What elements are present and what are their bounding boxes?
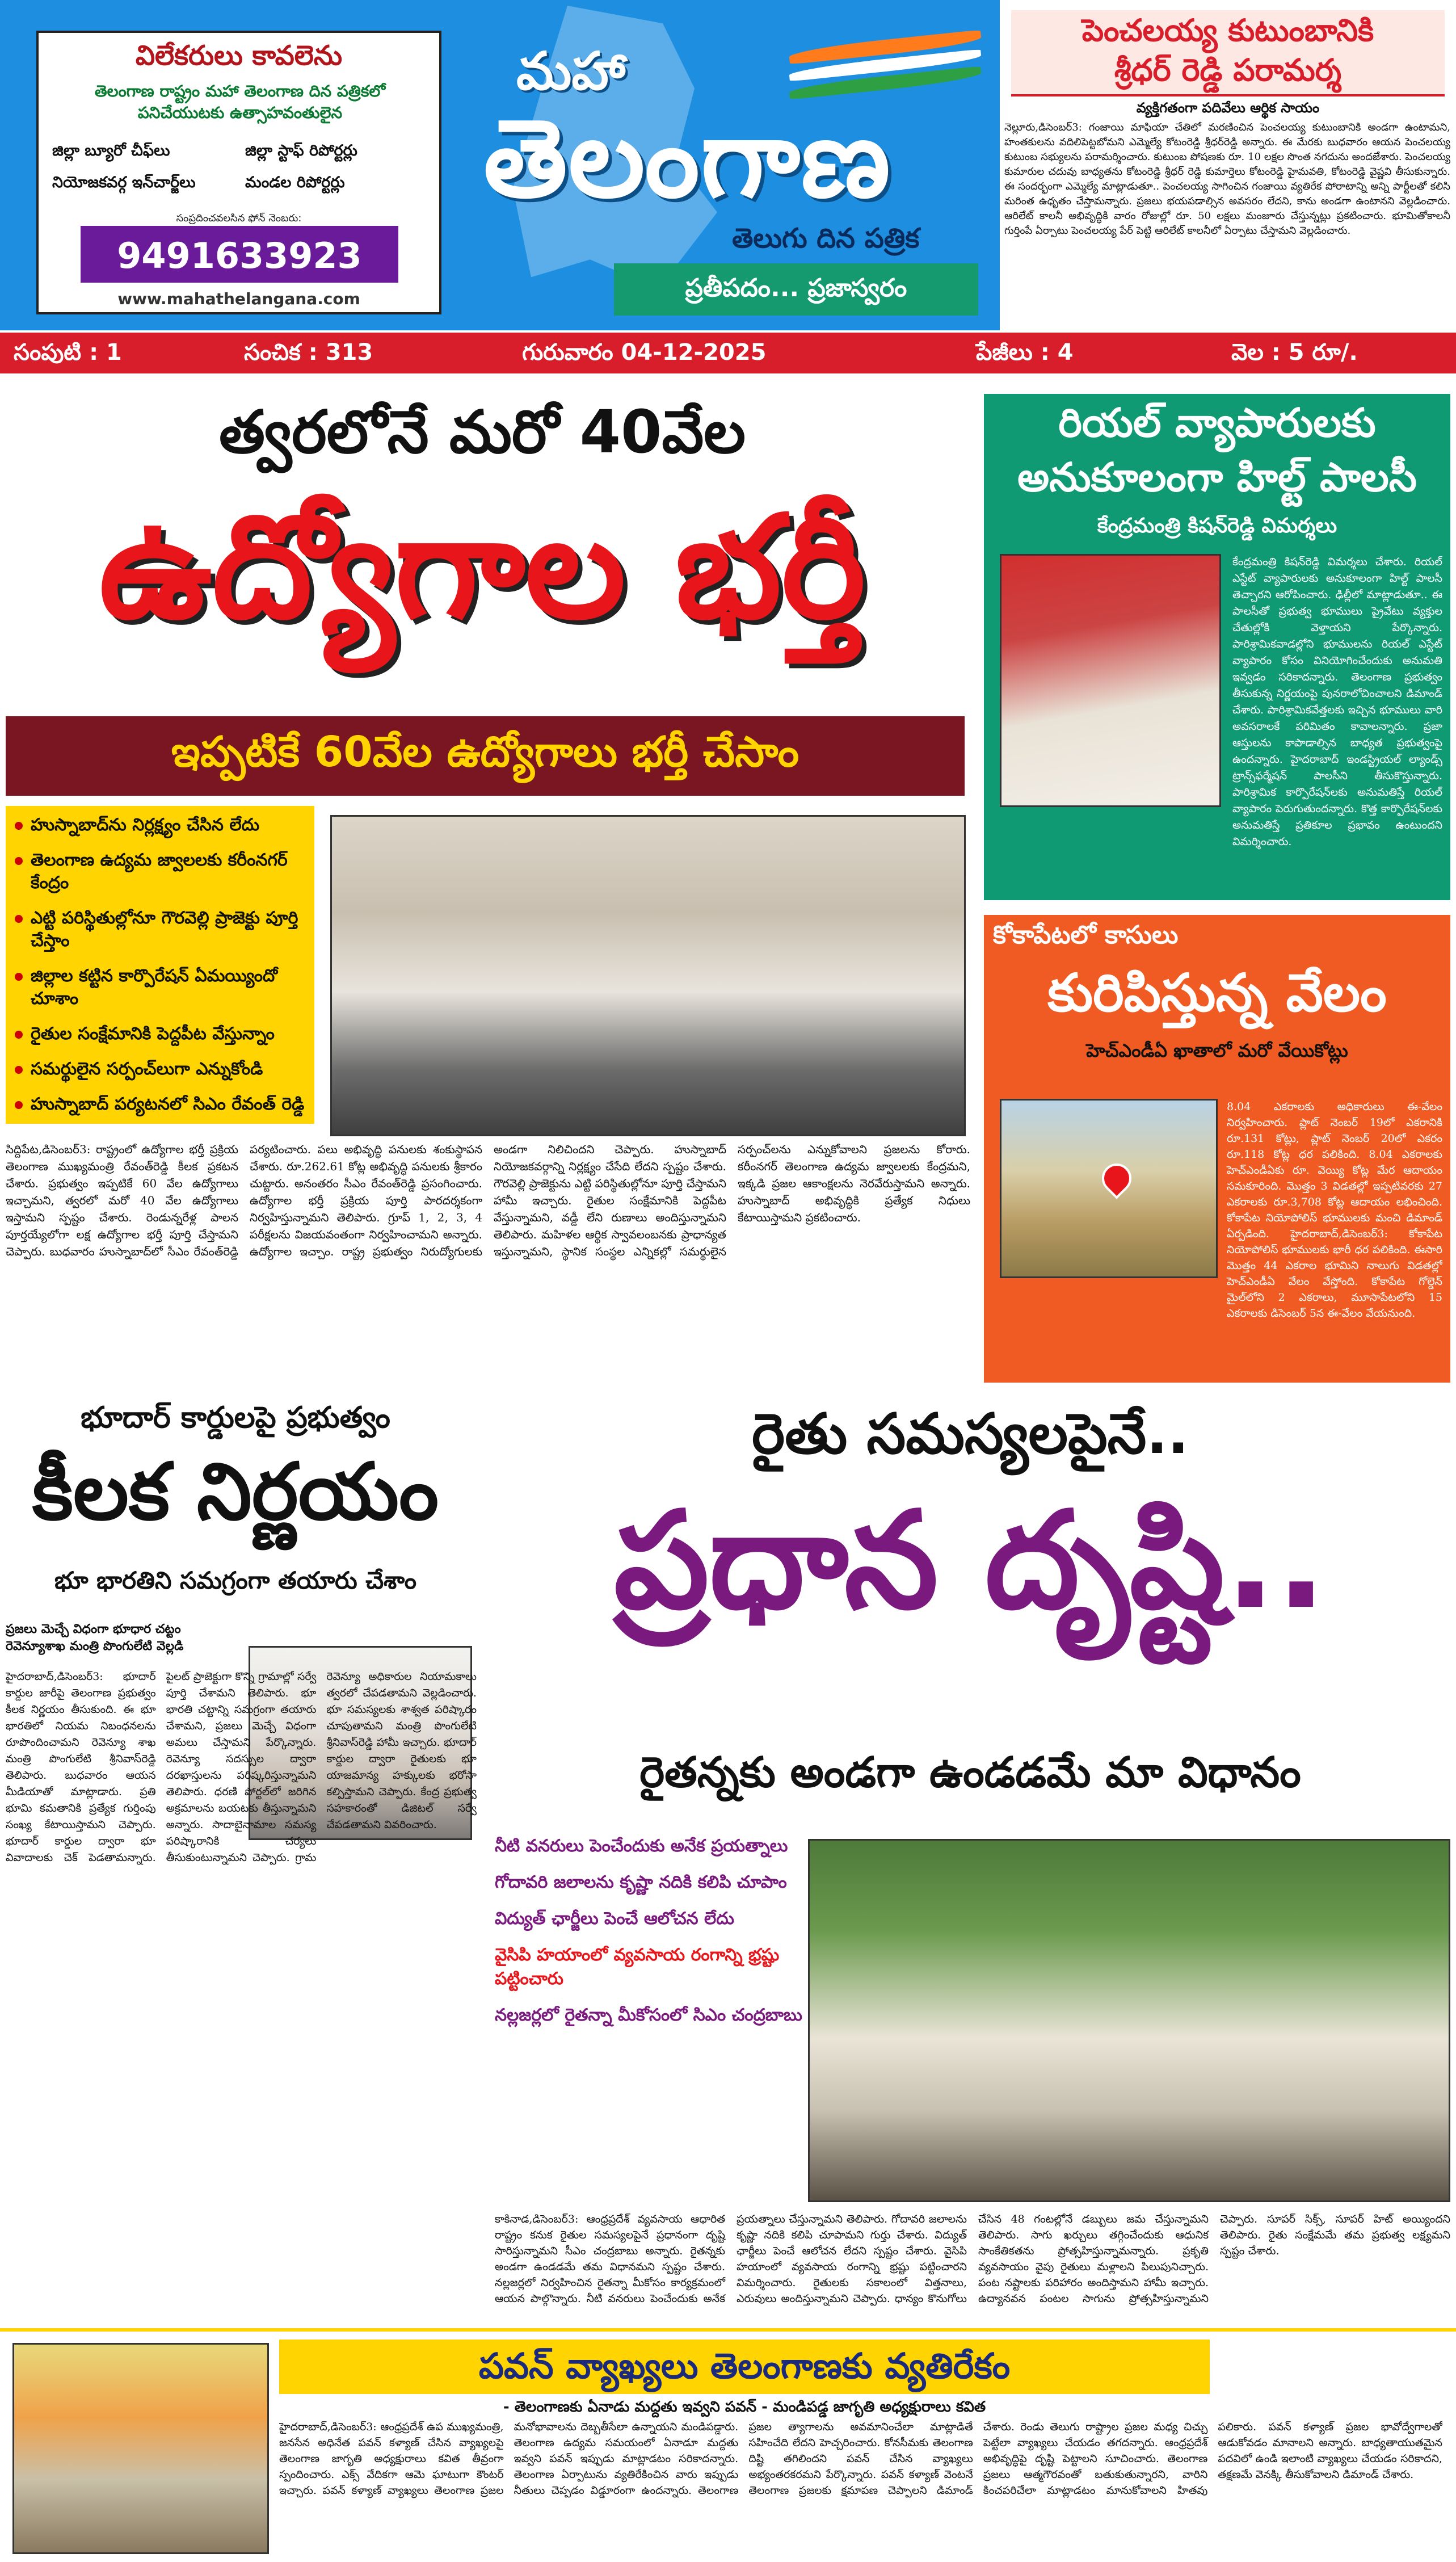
farmers-photo — [808, 1839, 1450, 2202]
ad-website: www.mahathelangana.com — [117, 289, 360, 308]
pawan-subhead: - తెలంగాణకు ఏనాడు మద్దతు ఇవ్వని పవన్ - మండిపడ్డ జాగృతి అధ్యక్షురాలు కవిత — [503, 2399, 986, 2416]
farmers-kicker: రైతు సమస్యలపైనే.. — [752, 1402, 1189, 1467]
ad-role: జిల్లా స్టాఫ్ రిపోర్టర్లు — [245, 142, 357, 159]
farmers-bullets-box — [495, 1834, 803, 2164]
lead-bullet: హుస్నాబాద్ పర్యటనలో సిఎం రేవంత్ రెడ్డి — [14, 1093, 306, 1116]
real-estate-headline-2: అనుకూలంగా హిల్ట్ పాలసీ — [1017, 454, 1417, 501]
auction-subhead: హెచ్‌ఎండీఏ ఖాతాలో మరో వేయికోట్లు — [1086, 1040, 1348, 1061]
real-estate-headline: రియల్ వ్యాపారులకు — [1058, 400, 1376, 446]
lead-bullet: ఎట్టి పరిస్థితుల్లోనూ గౌరవెల్లి ప్రాజెక్టు పూర్తి చేస్తాం — [14, 907, 306, 952]
farmers-body: కాకినాడ,డిసెంబర్3: ఆంధ్రప్రదేశ్ వ్యవసాయ ఆధారిత రాష్ట్రం కనుక రైతుల సమస్యలపైనే ప్రధానంగా దృష్టి సారిస్తున్నామని సీఎం చంద్రబాబు అన్నారు. రైతన్నకు అండగా ఉండడమే తమ విధానమని స్పష్టం చేశారు. నల్లజర్లలో నిర్వహించిన రైతన్నా మీకోసం కార్యక్రమంలో ఆయన పాల్గొన్నారు. నీటి వనరులు పెంచేందుకు అనేక ప్రయత్నాలు చేస్తున్నామని తెలిపారు. గోదావరి జలాలను కృష్ణా నదికి కలిపి చూపామని గుర్తు చేశారు. విద్యుత్ ఛార్జీలు పెంచే ఆలోచన లేదని స్పష్టం చేశారు. వైసిపి హయాంలో వ్యవసాయ రంగాన్ని భ్రష్టు పట్టించారని విమర్శించారు. రైతులకు సకాలంలో విత్తనాలు, ఎరువులు అందిస్తున్నామని చెప్పారు. ధాన్యం కొనుగోలు చేసిన 48 గంటల్లోనే డబ్బులు జమ చేస్తున్నామని తెలిపారు. సాగు ఖర్చులు తగ్గించేందుకు ఆధునిక సాంకేతికతను ప్రోత్సహిస్తున్నామన్నారు. ప్రకృతి వ్యవసాయం వైపు రైతులు మళ్లాలని పిలుపునిచ్చారు. పంట నష్టాలకు పరిహారం అందిస్తామని హామీ ఇచ్చారు. ఉద్యానవన పంటల సాగును ప్రోత్సహిస్తున్నామని చెప్పారు. సూపర్ సిక్స్, సూపర్ హిట్ అయ్యిందని తెలిపారు. రైతు సంక్షేమమే తమ ప్రభుత్వ లక్ష్యమని స్పష్టం చేశారు. — [495, 2213, 1450, 2305]
pawan-divider — [0, 2328, 1456, 2332]
ad-role: జిల్లా బ్యూరో చీఫ్‌లు — [52, 142, 170, 159]
real-estate-subhead: కేంద్రమంత్రి కిషన్‌రెడ్డి విమర్శలు — [1097, 514, 1337, 537]
bhoodhar-subhead: భూ భారతిని సమగ్రంగా తయారు చేశాం — [54, 1566, 417, 1594]
farmers-bullet: గోదావరి జలాలను కృష్ణా నదికి కలిపి చూపాం — [495, 1872, 787, 1892]
farmers-headline: ప్రధాన దృష్టి.. — [614, 1482, 1327, 1639]
pawan-headline: పవన్ వ్యాఖ్యలు తెలంగాణకు వ్యతిరేకం — [478, 2345, 1011, 2387]
issue-volume: సంపుటి : 1 — [14, 339, 122, 366]
farmers-subhead: రైతన్నకు అండగా ఉండడమే మా విధానం — [639, 1748, 1301, 1797]
lead-photo — [330, 815, 966, 1136]
lead-body: సిద్దిపేట,డిసెంబర్3: రాష్ట్రంలో ఉద్యోగాల భర్తీ ప్రక్రియ తెలంగాణ ముఖ్యమంత్రి రేవంత్‌రెడ్డి కీలక ప్రకటన చేశారు. ప్రభుత్వం ఇప్పటికే 60 వేల ఉద్యోగాలు ఇచ్చామని, త్వరలో మరో 40 వేల ఉద్యోగాలు ఇస్తామని స్పష్టం చేశారు. రెండున్నరేళ్ల పాలన పూర్తయ్యేలోగా లక్ష ఉద్యోగాల భర్తీ పూర్తి చేస్తామని చెప్పారు. బుధవారం హుస్నాబాద్‌లో సీఎం రేవంత్‌రెడ్డి పర్యటించారు. పలు అభివృద్ధి పనులకు శంకుస్థాపన చేశారు. రూ.262.61 కోట్ల అభివృద్ధి పనులకు శ్రీకారం చుట్టారు. అనంతరం సీఎం రేవంత్‌రెడ్డి ప్రసంగించారు. ఉద్యోగాల భర్తీ ప్రక్రియ పూర్తి పారదర్శకంగా నిర్వహిస్తున్నామని తెలిపారు. గ్రూప్ 1, 2, 3, 4 పరీక్షలను విజయవంతంగా నిర్వహించామని అన్నారు. ఉద్యోగాల ఇచ్చాం. రాష్ట్ర ప్రభుత్వం నిరుద్యోగులకు అండగా నిలిచిందని చెప్పారు. హుస్నాబాద్ నియోజకవర్గాన్ని నిర్లక్ష్యం చేసేది లేదని స్పష్టం చేశారు. గౌరవెల్లి ప్రాజెక్టును ఎట్టి పరిస్థితుల్లోనూ పూర్తి చేస్తామని హామీ ఇచ్చారు. రైతుల సంక్షేమానికి పెద్దపీట వేస్తున్నామని, వడ్డీ లేని రుణాలు అందిస్తున్నామని తెలిపారు. మహిళల ఆర్థిక స్వావలంబనకు ప్రాధాన్యత ఇస్తున్నామని, స్థానిక సంస్థల ఎన్నికల్లో సమర్థులైన సర్పంచ్‌లను ఎన్నుకోవాలని ప్రజలను కోరారు. కరీంనగర్ తెలంగాణ ఉద్యమ జ్వాలలకు కేంద్రమని, ఇక్కడి ప్రజల ఆకాంక్షలను నెరవేరుస్తామని అన్నారు. హుస్నాబాద్ అభివృద్ధికి ప్రత్యేక నిధులు కేటాయిస్తామని ప్రకటించారు. — [6, 1143, 970, 1258]
issue-pages: పేజీలు : 4 — [976, 339, 1074, 366]
top-story-kicker: వ్యక్తిగతంగా పదివేలు ఆర్థిక సాయం — [1136, 100, 1320, 116]
lead-bullets — [14, 814, 306, 1116]
real-estate-body: కేంద్రమంత్రి కిషన్‌రెడ్డి విమర్శలు చేశారు. రియల్ ఎస్టేట్ వ్యాపారులకు అనుకూలంగా హిల్ట్ పాలసీ తెచ్చారని ఆరోపించారు. ఢిల్లీలో మాట్లాడుతూ.. ఈ పాలసీతో ప్రభుత్వ భూములు ప్రైవేటు వ్యక్తుల చేతుల్లోకి వెళ్తాయని పేర్కొన్నారు. పారిశ్రామికవాడల్లోని భూములను రియల్ ఎస్టేట్ వ్యాపారం కోసం వినియోగించేందుకు అనుమతి ఇవ్వడం సరికాదన్నారు. తెలంగాణ ప్రభుత్వం తీసుకున్న నిర్ణయంపై పునరాలోచించాలని డిమాండ్ చేశారు. పారిశ్రామికవేత్తలకు ఇచ్చిన భూములు వారి అవసరాలకే పరిమితం కావాలన్నారు. ప్రజా ఆస్తులను కాపాడాల్సిన బాధ్యత ప్రభుత్వంపై ఉందన్నారు. హైదరాబాద్ ఇండస్ట్రియల్ ల్యాండ్స్ ట్రాన్స్‌ఫర్మేషన్ పాలసీని తీసుకొస్తున్నారు. పారిశ్రామిక కార్పొరేషన్‌లకు అనుమతిస్తే రియల్ వ్యాపారం పెరుగుతుందన్నారు. కొత్త కార్పొరేషన్‌లకు అనుమతిస్తే ప్రతికూల ప్రభావం ఉంటుందని విమర్శించారు. — [1232, 556, 1442, 848]
farmers-bullet: నీటి వనరులు పెంచేందుకు అనేక ప్రయత్నాలు — [495, 1836, 788, 1856]
pawan-photo — [12, 2343, 269, 2554]
lead-bullet: సమర్థులైన సర్పంచ్‌లుగా ఎన్నుకోండి — [14, 1058, 306, 1081]
farmers-bullet: వైసిపి హయాంలో వ్యవసాయ రంగాన్ని భ్రష్టు పట్టించారు — [495, 1945, 780, 1989]
lead-bullet: తెలంగాణ ఉద్యమ జ్వాలలకు కరీంనగర్ కేంద్రం — [14, 849, 306, 894]
top-story-headline-2: శ్రీధర్ రెడ్డి పరామర్శ — [1114, 52, 1342, 88]
auction-kicker: కోకాపేటలో కాసులు — [993, 921, 1179, 950]
lead-subhead: ఇప్పటికే 60వేల ఉద్యోగాలు భర్తీ చేసాం — [171, 728, 799, 776]
pawan-body: హైదరాబాద్,డిసెంబర్3: ఆంధ్రప్రదేశ్ ఉప ముఖ్యమంత్రి, జనసేన అధినేత పవన్ కళ్యాణ్ చేసిన వ్యాఖ్యలపై తెలంగాణ జాగృతి అధ్యక్షురాలు కవిత తీవ్రంగా స్పందించారు. ఎక్స్ వేదికగా ఆమె ఘాటుగా కౌంటర్ ఇచ్చారు. పవన్ కళ్యాణ్ వ్యాఖ్యలు తెలంగాణ ప్రజల మనోభావాలను దెబ్బతీసేలా ఉన్నాయని మండిపడ్డారు. తెలంగాణ ఉద్యమ సమయంలో ఏనాడూ మద్దతు ఇవ్వని పవన్ ఇప్పుడు మాట్లాడటం సరికాదన్నారు. తెలంగాణ ఏర్పాటును వ్యతిరేకించిన వారు ఇప్పుడు నీతులు చెప్పడం విడ్డూరంగా ఉందన్నారు. తెలంగాణ ప్రజల త్యాగాలను అవమానించేలా మాట్లాడితే సహించేది లేదని హెచ్చరించారు. కోనసీమకు తెలంగాణ దిష్టి తగిలిందని పవన్ చేసిన వ్యాఖ్యలు అభ్యంతరకరమని పేర్కొన్నారు. పవన్ కళ్యాణ్ వెంటనే తెలంగాణ ప్రజలకు క్షమాపణ చెప్పాలని డిమాండ్ చేశారు. రెండు తెలుగు రాష్ట్రాల ప్రజల మధ్య చిచ్చు పెట్టేలా వ్యాఖ్యలు చేయడం తగదన్నారు. ఆంధ్రప్రదేశ్ అభివృద్ధిపై దృష్టి పెట్టాలని సూచించారు. తెలంగాణ ప్రజలు ఆత్మగౌరవంతో బతుకుతున్నారని, వారిని కించపరిచేలా మాట్లాడటం మానుకోవాలని హితవు పలికారు. పవన్ కళ్యాణ్ ప్రజల భావోద్వేగాలతో ఆడుకోవడం మానాలని అన్నారు. బాధ్యతాయుతమైన పదవిలో ఉండి ఇలాంటి వ్యాఖ్యలు చేయడం సరికాదని, తక్షణమే వెనక్కి తీసుకోవాలని డిమాండ్ చేశారు. — [279, 2421, 1442, 2497]
farmers-bullet: విద్యుత్ ఛార్జీలు పెంచే ఆలోచన లేదు — [495, 1909, 734, 1929]
bhoodhar-headline: కీలక నిర్ణయం — [32, 1446, 439, 1538]
lead-bullet: రైతుల సంక్షేమానికి పెద్దపీట వేస్తున్నాం — [14, 1023, 306, 1045]
lead-bullet: జిల్లాల కట్టిన కార్పొరేషన్‌ ఏమయ్యిందో చూశాం — [14, 965, 306, 1010]
auction-headline: కురిపిస్తున్న వేలం — [1047, 963, 1387, 1023]
ad-role: నియోజకవర్గ ఇన్‌చార్జ్‌లు — [52, 174, 196, 191]
masthead-name: తెలంగాణ — [483, 96, 891, 221]
masthead-prefix: మహా — [516, 41, 626, 102]
issue-number: సంచిక : 313 — [244, 339, 373, 366]
auction-body: 8.04 ఎకరాలకు అధికారులు ఈ-వేలం నిర్వహించారు. ప్లాట్ నెంబర్ 19లో ఎకరానికి రూ.131 కోట్లు, ప్లాట్ నెంబర్ 20లో ఎకరం రూ.118 కోట్ల ధర పలికింది. 8.04 ఎకరాలకు హెచ్ఎండీఏకు రూ. వెయ్యి కోట్ల మేర ఆదాయం సమకూరింది. మొత్తం 3 విడతల్లో ఇప్పటివరకు 27 ఎకరాలకు రూ.3,708 కోట్ల ఆదాయం లభించింది. కోకాపేట నియోపోలిస్ భూములకు మంచి డిమాండ్ ఏర్పడింది. హైదరాబాద్,డిసెంబర్3: కోకాపేట నియోపోలిస్ భూములకు భారీ ధర పలికింది. ఈసారి మొత్తం 44 ఎకరాల భూమిని నాలుగు విడతల్లో హెచ్ఎండీఏ వేలం వేస్తోంది. కోకాపేట గోల్డెన్ మైల్‌లోని 2 ఎకరాలు, మూసాపేటలోని 15 ఎకరాలకు డిసెంబర్ 5న ఈ-వేలం వేయనుంది. — [1227, 1101, 1442, 1320]
top-story-body: నెల్లూరు,డిసెంబర్3: గంజాయి మాఫియా చేతిలో మరణించిన పెంచలయ్య కుటుంబానికి అండగా ఉంటామని, హంతకులను వదిలిపెట్టబోమని ఎమ్మెల్యే కోటంరెడ్డి శ్రీధర్‌రెడ్డి అన్నారు. ఈ మేరకు బుధవారం ఆయన పెంచలయ్య కుటుంబ సభ్యులను పరామర్శించారు. కుటుంబ పోషణకు రూ. 10 లక్షల సొంత నగదును అందజేశారు. పెంచలయ్య కుమారుల చదువు బాధ్యతను కోటంరెడ్డి శ్రీధర్ రెడ్డి కుమార్తెలు కోటంరెడ్డి హైమవతి, కోటంరెడ్డి వైష్ణవి తీసుకున్నారు. ఈ సందర్భంగా ఎమ్మెల్యే మాట్లాడుతూ.. పెంచలయ్య సాగించిన గంజాయి వ్యతిరేక పోరాటాన్ని అన్ని పార్టీలతో కలిసి మరింత ఉధృతం చేస్తామన్నారు. ప్రజలు భయపడాల్సిన అవసరం లేదని, కాను అండగా ఉంటానని వెల్లడించారు. ఆరిలేట్ కాలనీ అభివృద్ధికి వారం రోజుల్లో రూ. 50 లక్షలు మంజూరు చేస్తున్నట్లు ప్రకటించారు. భూమితోకాలనీ గుర్తింపే ఏర్పాటు పెంచలయ్య పేర్ పెట్టి ఆరిలేట్ కాలనీలో ఏర్పాటు చేస్తామని వెల్లడించారు. — [1004, 121, 1450, 237]
issue-price: వెల : 5 రూ/. — [1231, 339, 1358, 366]
ad-line: తెలంగాణ రాష్ట్రం మహా తెలంగాణ దిన పత్రికలో పనిచేయుటకు ఉత్సాహవంతులైన — [94, 82, 386, 122]
ad-phone: 9491633923 — [117, 235, 362, 276]
masthead-subtitle: తెలుగు దిన పత్రిక — [732, 222, 920, 254]
ad-contact-label: సంప్రదించవలసిన ఫోన్ నెంబరు: — [176, 212, 302, 224]
bhoodhar-body: హైదరాబాద్,డిసెంబర్3: భూదార్ కార్డుల జారీపై తెలంగాణ ప్రభుత్వం కీలక నిర్ణయం తీసుకుంది. ఈ భూ భారతిలో నియమ నిబంధనలను రూపొందించామని రెవెన్యూ శాఖ మంత్రి పొంగులేటి శ్రీనివాస్‌రెడ్డి తెలిపారు. బుధవారం ఆయన మీడియాతో మాట్లాడారు. ప్రతి భూమి కమతానికి ప్రత్యేక గుర్తింపు సంఖ్య కేటాయిస్తామని చెప్పారు. భూదార్ కార్డుల ద్వారా భూ వివాదాలకు చెక్ పెడతామన్నారు. పైలట్ ప్రాజెక్టుగా కొన్ని గ్రామాల్లో సర్వే పూర్తి చేశామని తెలిపారు. భూ భారతి చట్టాన్ని సమగ్రంగా తయారు చేశామని, ప్రజలు మెచ్చే విధంగా అమలు చేస్తామని పేర్కొన్నారు. రెవెన్యూ సదస్సుల ద్వారా దరఖాస్తులను పరిష్కరిస్తున్నామని తెలిపారు. ధరణి పోర్టల్‌లో జరిగిన అక్రమాలను బయటకు తీస్తున్నామని అన్నారు. సాదాబైనామాల సమస్య పరిష్కారానికి చర్యలు తీసుకుంటున్నామని చెప్పారు. గ్రామ రెవెన్యూ అధికారుల నియామకాలు త్వరలో చేపడతామని వెల్లడించారు. భూ సమస్యలకు శాశ్వత పరిష్కారం చూపుతామని మంత్రి పొంగులేటి శ్రీనివాస్‌రెడ్డి హామీ ఇచ్చారు. భూదార్ కార్డుల ద్వారా రైతులకు భూ యాజమాన్య హక్కులకు భరోసా కల్పిస్తామని చెప్పారు. కేంద్ర ప్రభుత్వ సహకారంతో డిజిటల్ సర్వే చేపడతామని వివరించారు. — [6, 1670, 477, 1864]
lead-bullet: హుస్నాబాద్‌ను నిర్లక్ష్యం చేసిన లేదు — [14, 814, 306, 837]
masthead-tagline: ప్రతీపదం... ప్రజాస్వరం — [685, 274, 907, 303]
recruitment-ad — [36, 31, 441, 314]
bhoodhar-caption: ప్రజలు మెచ్చే విధంగా భూధార చట్టం రెవెన్యూశాఖ మంత్రి పొంగులేటి వెల్లడి — [6, 1622, 184, 1653]
ad-title: విలేకరులు కావలెను — [135, 40, 343, 72]
farmers-bullet: నల్లజర్లలో రైతన్నా మీకోసంలో సిఎం చంద్రబాబు — [495, 2005, 802, 2025]
lead-headline: ఉద్యోగాల భర్తీ — [99, 485, 866, 650]
top-story-headline: పెంచలయ్య కుటుంబానికి — [1082, 12, 1374, 48]
lead-kicker: త్వరలోనే మరో 40వేల — [218, 397, 746, 467]
ad-role: మండల రిపోర్టర్లు — [245, 174, 345, 191]
bhoodhar-kicker: భూదార్ కార్డులపై ప్రభుత్వం — [81, 1401, 390, 1435]
lead-bullet-box — [6, 806, 314, 1124]
issue-date: గురువారం 04-12-2025 — [522, 339, 767, 366]
